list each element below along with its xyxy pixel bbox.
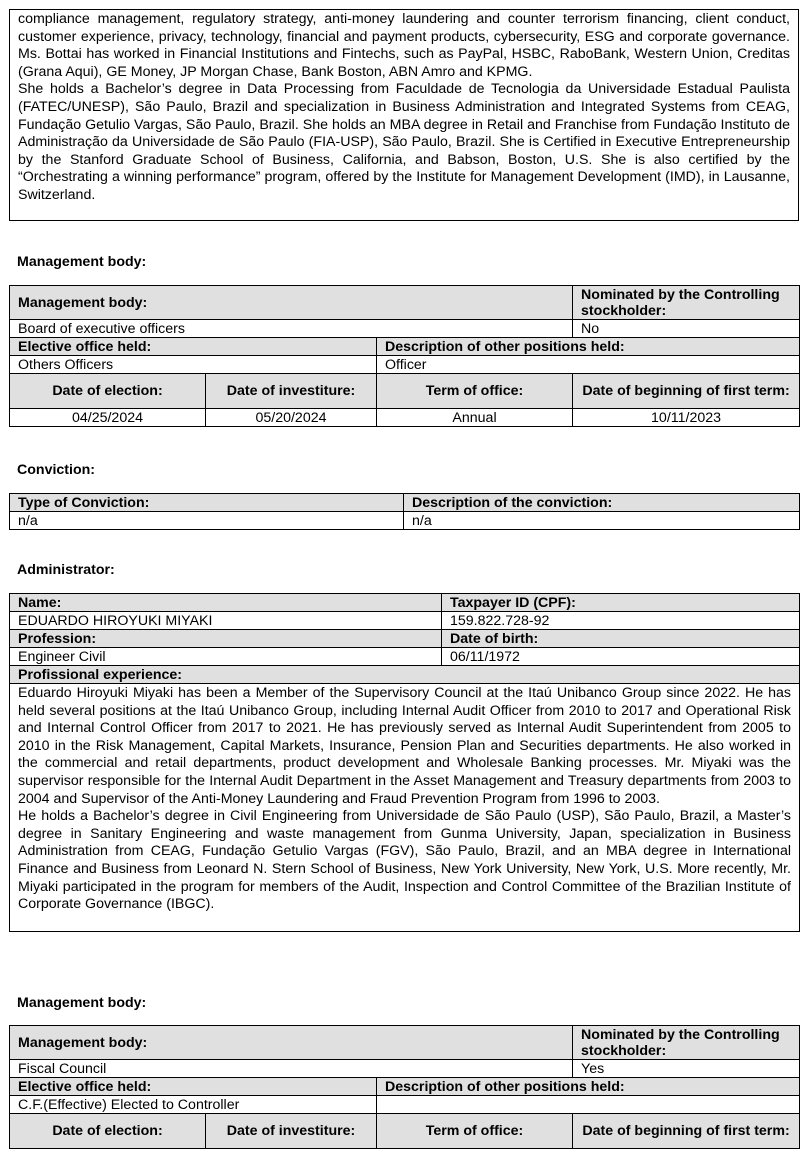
term-value: Annual	[377, 409, 573, 427]
cpf-header: Taxpayer ID (CPF):	[442, 594, 800, 612]
investiture-date-value: 05/20/2024	[206, 409, 377, 427]
management-body-table	[9, 285, 800, 427]
first-term-header: Date of beginning of first term:	[573, 374, 800, 409]
conviction-type-value: n/a	[10, 512, 404, 530]
nominated-header: Nominated by the Controlling stockholder:	[573, 286, 800, 320]
elective-office-value: Others Officers	[10, 356, 377, 374]
dob-header: Date of birth:	[442, 630, 800, 648]
nominated-2-value: Yes	[573, 1060, 800, 1078]
conviction-section-title: Conviction:	[17, 462, 96, 478]
other-positions-2-value	[377, 1096, 800, 1114]
election-date-2-header: Date of election:	[10, 1114, 206, 1149]
conviction-desc-header: Description of the conviction:	[404, 494, 800, 512]
administrator-table	[9, 593, 800, 932]
other-positions-2-header: Description of other positions held:	[377, 1078, 800, 1096]
management-body-2-table	[9, 1025, 800, 1149]
term-header: Term of office:	[377, 374, 573, 409]
conviction-type-header: Type of Conviction:	[10, 494, 404, 512]
management-body-2-section-title: Management body:	[17, 995, 147, 1011]
management-body-2-header: Management body:	[10, 1026, 573, 1060]
first-term-value: 10/11/2023	[573, 409, 800, 427]
dob-value: 06/11/1972	[442, 648, 800, 666]
experience-paragraph-1: Eduardo Hiroyuki Miyaki has been a Member of the Supervisory Council at the Itaú Unibanco Group since 2022. He has held several positions at the Itaú Unibanco Group, including Internal Audit Officer from 2010 to 2017 and Operational Risk and Internal Control Officer from 2017 to 2021. He has previously served as Internal Audit Superintendent from 2005 to 2010 in the Risk Management, Capital Markets, Insurance, Pension Plan and Securities departments. He also worked in the commercial and retail departments, product development and Wholesale Banking processes. Mr. Miyaki was the supervisor responsible for the Internal Audit Department in the Asset Management and Treasury departments from 2003 to 2004 and Supervisor of the Anti-Money Laundering and Fraud Prevention Program from 1996 to 2003.	[18, 685, 791, 807]
election-date-value: 04/25/2024	[10, 409, 206, 427]
nominated-value: No	[573, 320, 800, 338]
elective-office-2-value: C.F.(Effective) Elected to Controller	[10, 1096, 377, 1114]
name-value: EDUARDO HIROYUKI MIYAKI	[10, 612, 442, 630]
bio-continuation-box	[9, 9, 799, 221]
bio-paragraph-2: She holds a Bachelor’s degree in Data Processing from Faculdade de Tecnologia da Universidade Estadual Paulista (FATEC/UNESP), São Paulo, Brazil and specialization in Business Administration and Integrated Systems from CEAG, Fundação Getulio Vargas, São Paulo, Brazil. She holds an MBA degree in Retail and Franchise from Fundação Instituto de Administração da Universidade de São Paulo (FIA-USP), São Paulo, Brazil. She is Certified in Executive Entrepreneurship by the Stanford Graduate School of Business, California, and Babson, Boston, U.S. She is also certified by the “Orchestrating a winning performance” program, offered by the Institute for Management Development (IMD), in Lausanne, Switzerland.	[18, 81, 790, 203]
profession-header: Profession:	[10, 630, 442, 648]
experience-header: Profissional experience:	[10, 666, 800, 684]
conviction-desc-value: n/a	[404, 512, 800, 530]
profession-value: Engineer Civil	[10, 648, 442, 666]
management-body-section-title: Management body:	[17, 254, 147, 270]
investiture-date-2-header: Date of investiture:	[206, 1114, 377, 1149]
elective-office-header: Elective office held:	[10, 338, 377, 356]
term-2-header: Term of office:	[377, 1114, 573, 1149]
management-body-header: Management body:	[10, 286, 573, 320]
experience-paragraph-2: He holds a Bachelor’s degree in Civil Engineering from Universidade de São Paulo (USP), São Paulo, Brazil, a Master’s degree in Sanitary Engineering and waste management from Gunma University, Japan, specialization in Business Administration from CEAG, Fundação Getulio Vargas (FGV), São Paulo, Brazil, and an MBA degree in International Finance and Business from Leonard N. Stern School of Business, New York University, New York, U.S. More recently, Mr. Miyaki participated in the program for members of the Audit, Inspection and Control Committee of the Brazilian Institute of Corporate Governance (IBGC).	[18, 808, 791, 913]
election-date-header: Date of election:	[10, 374, 206, 409]
other-positions-header: Description of other positions held:	[377, 338, 800, 356]
nominated-2-header: Nominated by the Controlling stockholder:	[573, 1026, 800, 1060]
other-positions-value: Officer	[377, 356, 800, 374]
experience-cell	[10, 684, 800, 932]
first-term-2-header: Date of beginning of first term:	[573, 1114, 800, 1149]
bio-paragraph-1: compliance management, regulatory strategy, anti-money laundering and counter terrorism financing, client conduct, customer experience, privacy, technology, financial and payment products, cybersecurity, ESG and corporate governance. Ms. Bottai has worked in Financial Institutions and Fintechs, such as PayPal, HSBC, RaboBank, Western Union, Creditas (Grana Aqui), GE Money, JP Morgan Chase, Bank Boston, ABN Amro and KPMG.	[18, 11, 790, 80]
investiture-date-header: Date of investiture:	[206, 374, 377, 409]
management-body-value: Board of executive officers	[10, 320, 573, 338]
name-header: Name:	[10, 594, 442, 612]
elective-office-2-header: Elective office held:	[10, 1078, 377, 1096]
cpf-value: 159.822.728-92	[442, 612, 800, 630]
management-body-2-value: Fiscal Council	[10, 1060, 573, 1078]
conviction-table	[9, 493, 800, 530]
administrator-section-title: Administrator:	[17, 562, 115, 578]
